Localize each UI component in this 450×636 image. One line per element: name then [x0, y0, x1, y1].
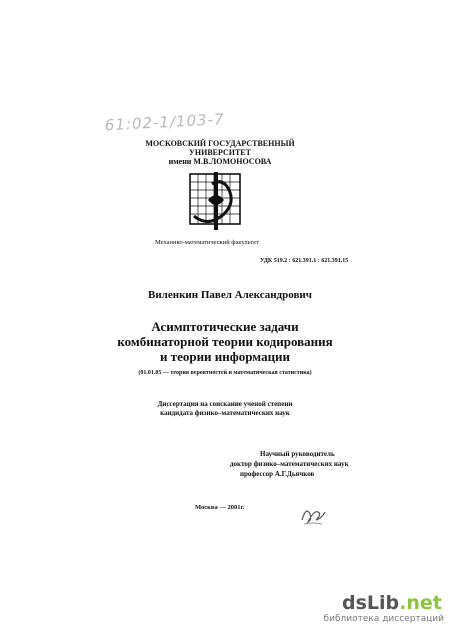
degree-line-2: кандидата физико–математических наук	[160, 409, 290, 417]
university-line-2: УНИВЕРСИТЕТ	[189, 148, 251, 157]
dslib-logo	[342, 592, 442, 614]
city-year: Москва — 2001г.	[195, 504, 245, 511]
scientific-advisor	[230, 449, 380, 479]
university-line-3: имени М.В.ЛОМОНОСОВА	[168, 157, 272, 166]
handwritten-catalog-number: 61:02-1/103-7	[104, 110, 225, 135]
author-name: Виленкин Павел Александрович	[148, 289, 312, 301]
title-line-1: Асимптотические задачи	[151, 319, 299, 334]
advisor-degree: доктор физико–математических наук	[230, 460, 349, 468]
dslib-logo-accent: .net	[399, 592, 442, 614]
udk-code: УДК 519.2 : 621.391.1 : 621.391.15	[260, 258, 349, 264]
specialty-code: (01.01.05 — теория вероятностей и математическая статистика)	[138, 370, 312, 376]
degree-line-1: Диссертация на соискание ученой степени	[157, 400, 293, 408]
title-line-3: и теории информации	[159, 349, 291, 364]
dissertation-title	[85, 319, 365, 364]
handwritten-signature-icon	[298, 500, 328, 528]
dslib-tagline: библиотека диссертаций	[323, 614, 444, 624]
title-line-2: комбинаторной теории кодирования	[117, 334, 333, 349]
advisor-name: профессор А.Г.Дьячков	[240, 470, 315, 478]
degree-statement	[130, 400, 320, 418]
university-name	[140, 139, 300, 166]
dslib-watermark[interactable]	[286, 592, 446, 628]
university-line-1: МОСКОВСКИЙ ГОСУДАРСТВЕННЫЙ	[145, 139, 295, 148]
dslib-logo-main: dsLib	[342, 592, 400, 614]
faculty-logo-icon	[186, 170, 244, 232]
advisor-label: Научный руководитель	[260, 450, 335, 458]
faculty-name: Механико-математический факультет	[155, 239, 259, 246]
